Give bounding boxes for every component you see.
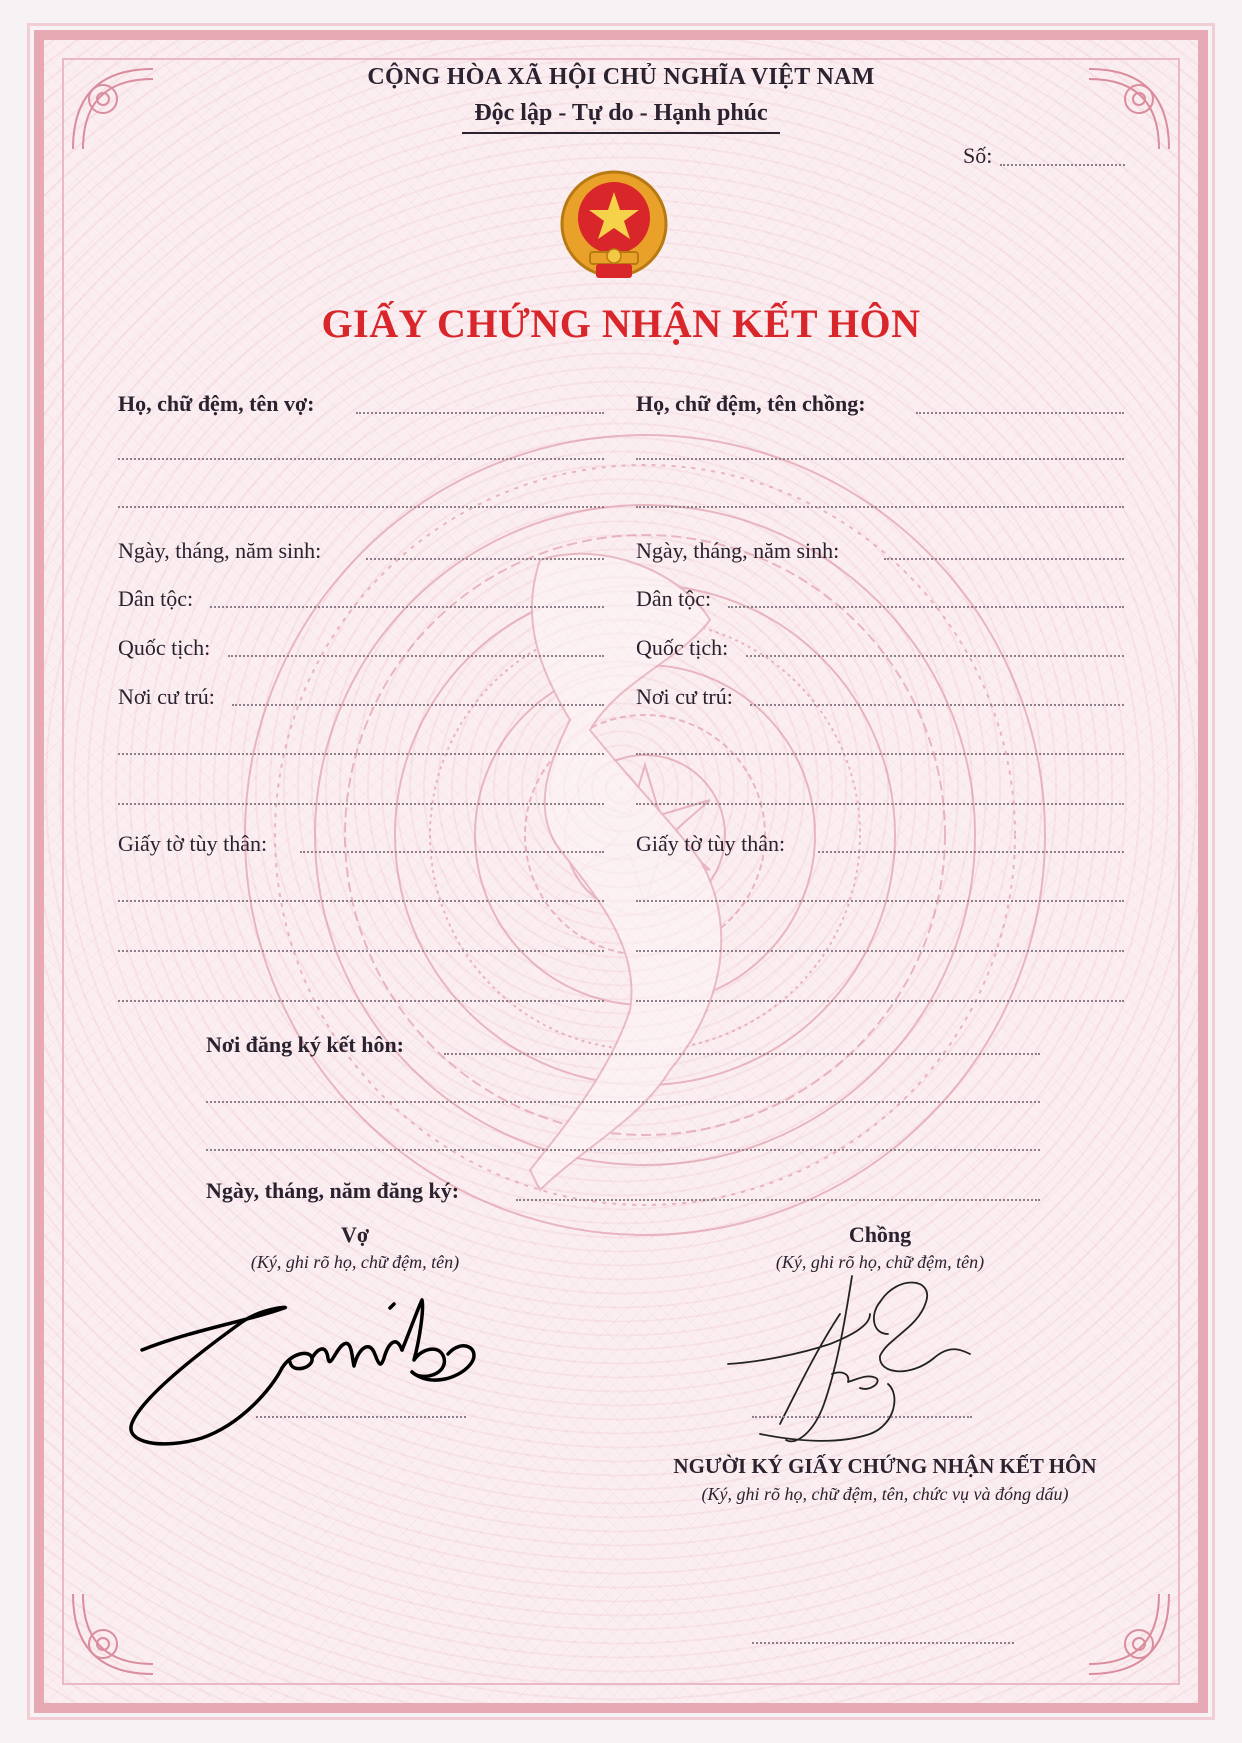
officer-signature-note: (Ký, ghi rõ họ, chữ đệm, tên, chức vụ và đóng dấu) — [701, 1484, 1069, 1504]
wife-residence-line-3[interactable] — [118, 803, 604, 805]
husband-dob-field[interactable] — [884, 558, 1124, 560]
wife-name-line-2[interactable] — [118, 458, 604, 460]
husband-id-label: Giấy tờ tùy thân: — [636, 831, 786, 856]
corner-ornament-icon — [68, 1589, 158, 1679]
wife-residence-field[interactable] — [232, 704, 604, 706]
wife-name-label: Họ, chữ đệm, tên vợ: — [118, 391, 315, 416]
husband-name-label: Họ, chữ đệm, tên chồng: — [636, 391, 866, 416]
wife-residence-line-2[interactable] — [118, 753, 604, 755]
husband-name-line-2[interactable] — [636, 458, 1124, 460]
wife-id-label: Giấy tờ tùy thân: — [118, 831, 268, 856]
husband-signature-title: Chồng — [848, 1222, 912, 1247]
corner-ornament-icon — [1084, 1589, 1174, 1679]
registration-date-field[interactable] — [516, 1199, 1040, 1201]
husband-id-line-2[interactable] — [636, 900, 1124, 902]
registration-place-line-2[interactable] — [206, 1101, 1040, 1103]
husband-ethnicity-label: Dân tộc: — [636, 586, 712, 611]
certificate-number-field[interactable] — [1000, 164, 1125, 166]
husband-residence-line-3[interactable] — [636, 803, 1124, 805]
husband-nationality-label: Quốc tịch: — [636, 635, 729, 660]
husband-residence-field[interactable] — [750, 704, 1124, 706]
wife-signature-title: Vợ — [340, 1222, 370, 1247]
husband-nationality-field[interactable] — [746, 655, 1124, 657]
wife-name-field[interactable] — [356, 412, 604, 414]
national-motto: Độc lập - Tự do - Hạnh phúc — [474, 100, 768, 126]
wife-nationality-field[interactable] — [228, 655, 604, 657]
nation-name: CỘNG HÒA XÃ HỘI CHỦ NGHĨA VIỆT NAM — [367, 64, 875, 90]
husband-signature-note: (Ký, ghi rõ họ, chữ đệm, tên) — [775, 1252, 985, 1272]
wife-signature-note: (Ký, ghi rõ họ, chữ đệm, tên) — [250, 1252, 460, 1272]
husband-ethnicity-field[interactable] — [728, 606, 1124, 608]
national-emblem-icon — [556, 168, 672, 288]
wife-dob-field[interactable] — [366, 558, 604, 560]
registration-place-field[interactable] — [444, 1053, 1040, 1055]
wife-signature — [122, 1278, 482, 1458]
wife-id-line-4[interactable] — [118, 1000, 604, 1002]
husband-id-line-3[interactable] — [636, 950, 1124, 952]
husband-signature — [720, 1274, 980, 1454]
wife-ethnicity-label: Dân tộc: — [118, 586, 194, 611]
registration-place-line-3[interactable] — [206, 1149, 1040, 1151]
husband-id-field[interactable] — [818, 851, 1124, 853]
wife-dob-label: Ngày, tháng, năm sinh: — [118, 538, 322, 563]
registration-place-label: Nơi đăng ký kết hôn: — [206, 1032, 405, 1057]
husband-name-line-3[interactable] — [636, 506, 1124, 508]
wife-residence-label: Nơi cư trú: — [118, 684, 215, 709]
husband-residence-line-2[interactable] — [636, 753, 1124, 755]
certificate-number-label: Số: — [963, 143, 993, 168]
wife-id-line-3[interactable] — [118, 950, 604, 952]
motto-underline — [462, 132, 780, 134]
registration-date-label: Ngày, tháng, năm đăng ký: — [206, 1178, 460, 1203]
document-title: GIẤY CHỨNG NHẬN KẾT HÔN — [321, 301, 921, 346]
husband-name-field[interactable] — [916, 412, 1124, 414]
husband-dob-label: Ngày, tháng, năm sinh: — [636, 538, 840, 563]
officer-signature-line[interactable] — [752, 1642, 1014, 1644]
husband-signature-line[interactable] — [752, 1416, 972, 1418]
wife-nationality-label: Quốc tịch: — [118, 635, 211, 660]
wife-id-line-2[interactable] — [118, 900, 604, 902]
officer-signature-title: NGƯỜI KÝ GIẤY CHỨNG NHẬN KẾT HÔN — [673, 1454, 1097, 1478]
wife-ethnicity-field[interactable] — [210, 606, 604, 608]
husband-id-line-4[interactable] — [636, 1000, 1124, 1002]
wife-name-line-3[interactable] — [118, 506, 604, 508]
wife-signature-line[interactable] — [256, 1416, 466, 1418]
wife-id-field[interactable] — [300, 851, 604, 853]
husband-residence-label: Nơi cư trú: — [636, 684, 733, 709]
